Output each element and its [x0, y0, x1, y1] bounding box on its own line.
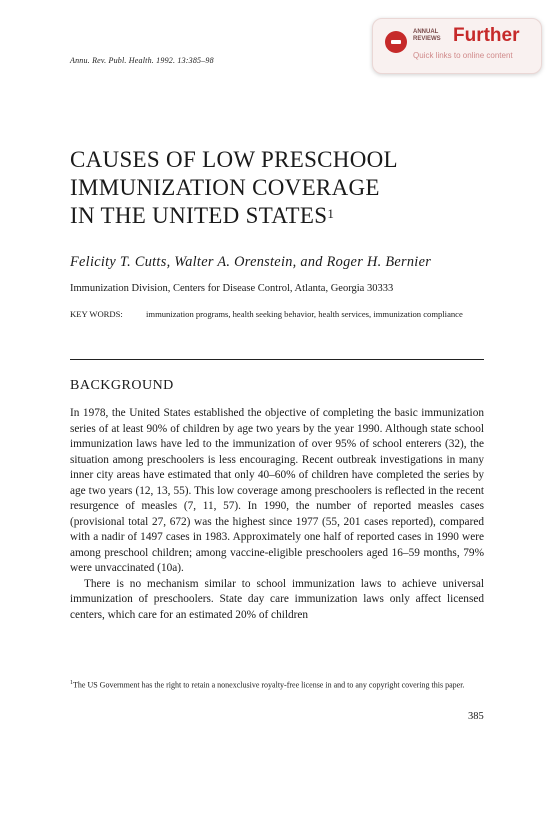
- author-affiliation: Immunization Division, Centers for Disease Control, Atlanta, Georgia 30333: [70, 283, 394, 294]
- body-paragraph-1: In 1978, the United States established the objective of completing the basic immunization series of at least 90% of children by age two years by the year 1990. Although state school immunization laws have led to the immunization of over 95% of school enterers (32), the situation among preschoolers is less encouraging. Recent outbreak investigations in many inner city areas have estimated that only 40–60% of children have completed the series by age two years (12, 13, 55). This low coverage among preschoolers is reflected in the recent resurgence of measles (7, 11, 57). In 1990, the number of reported measles cases (provisional total 27, 672) was the highest since 1977 (55, 201 cases reported), compared with a nadir of 1497 cases in 1983. Approximately one half of reported cases in 1990 were among preschool children; among vaccine-eligible preschoolers aged 16–59 months, 79% were unvaccinated (10a).: [70, 407, 484, 574]
- footnote-mark: 1: [70, 680, 73, 686]
- further-links-badge[interactable]: [372, 18, 542, 74]
- title-footnote-mark: 1: [327, 206, 335, 221]
- keywords-list: immunization programs, health seeking behavior, health services, immunization compliance: [146, 309, 463, 319]
- body-text: [70, 406, 484, 623]
- badge-brand-line2: REVIEWS: [413, 36, 441, 42]
- article-title: [70, 146, 490, 230]
- author-list: Felicity T. Cutts, Walter A. Orenstein, and Roger H. Bernier: [70, 254, 432, 270]
- badge-subtitle: Quick links to online content: [413, 51, 513, 60]
- page-number: 385: [468, 711, 484, 722]
- badge-brand: [413, 29, 453, 43]
- title-line-1: CAUSES OF LOW PRESCHOOL: [70, 147, 398, 172]
- title-line-2: IMMUNIZATION COVERAGE: [70, 175, 380, 200]
- title-line-3-text: IN THE UNITED STATES: [70, 203, 328, 228]
- section-heading: BACKGROUND: [70, 378, 174, 393]
- annual-reviews-logo-icon: [385, 31, 407, 53]
- section-divider: [70, 359, 484, 360]
- title-line-3: [70, 202, 490, 230]
- badge-title: Further: [453, 25, 520, 46]
- footnote-text: The US Government has the right to retain a nonexclusive royalty-free license in and to any copyright covering this paper.: [73, 680, 465, 690]
- title-footnote: [70, 677, 484, 692]
- body-paragraph-2: There is no mechanism similar to school immunization laws to achieve universal immunization of preschoolers. State day care immunization laws only affect licensed centers, which care for an estimated 20% of children: [70, 577, 484, 621]
- keywords-label: KEY WORDS:: [70, 309, 123, 319]
- badge-brand-line1: ANNUAL: [413, 29, 439, 35]
- journal-citation: Annu. Rev. Publ. Health. 1992. 13:385–98: [70, 56, 214, 65]
